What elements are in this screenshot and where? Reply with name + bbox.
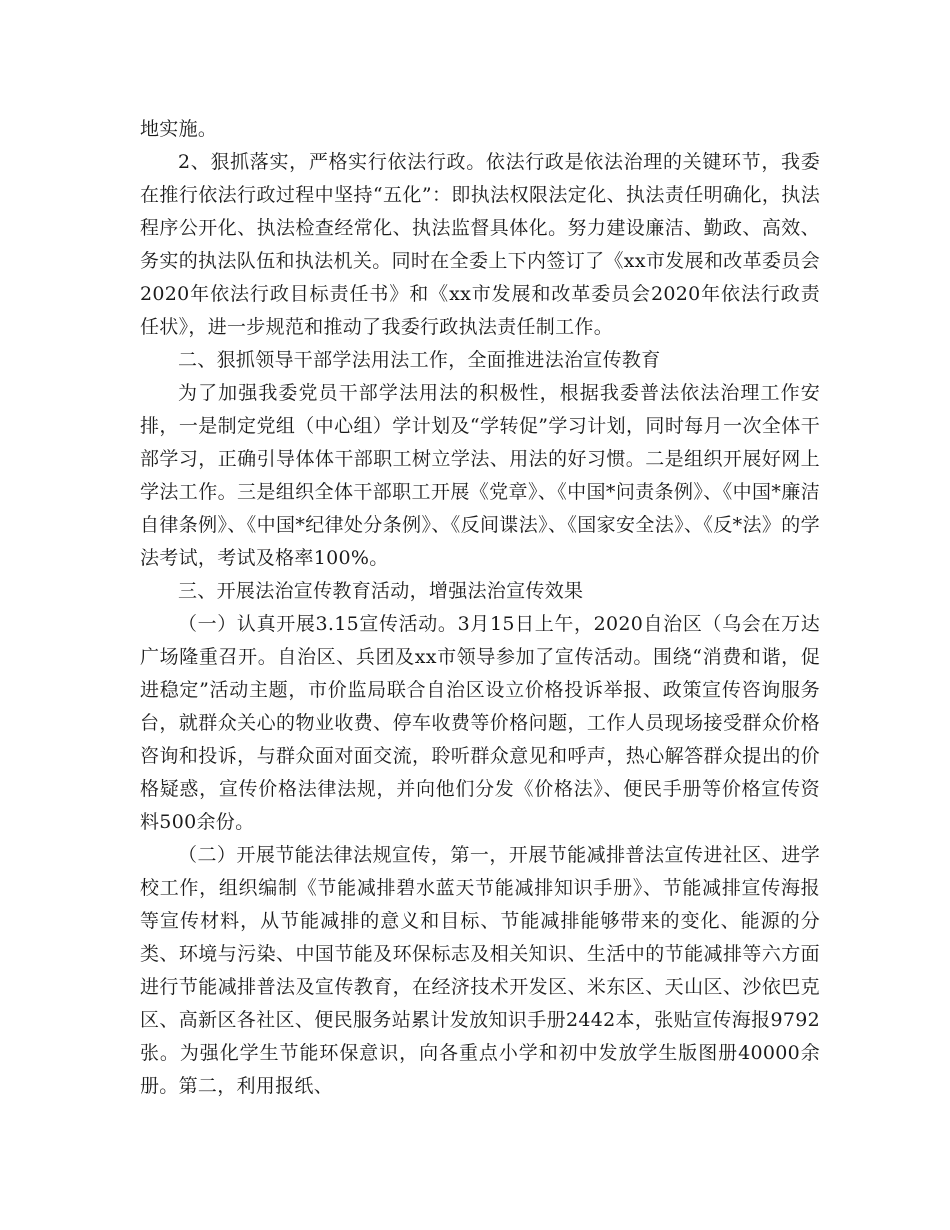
paragraph-study-law: 为了加强我委党员干部学法用法的积极性，根据我委普法依法治理工作安排，一是制定党组（中心组）学计划及“学转促”学习计划，同时每月一次全体干部学习，正确引导体体干部职工树立学法、用法的好习惯。二是组织开展好网上学法工作。三是组织全体干部职工开展《党章》、《中国*问责条例》、《中国*廉洁自律条例》、《中国*纪律处分条例》、《反间谍法》、《国家安全法》、《反*法》的学法考试，考试及格率100%。	[140, 382, 820, 569]
paragraph-law-enforcement: 2、狠抓落实，严格实行依法行政。依法行政是依法治理的关键环节，我委在推行依法行政过程中坚持“五化”：即执法权限法定化、执法责任明确化，执法程序公开化、执法检查经常化、执法监督具体化。努力建设廉洁、勤政、高效、务实的执法队伍和执法机关。同时在全委上下内签订了《xx市发展和改革委员会2020年依法行政目标责任书》和《xx市发展和改革委员会2020年依法行政责任状》，进一步规范和推动了我委行政执法责任制工作。	[140, 151, 820, 338]
section-heading-two: 二、狠抓领导干部学法用法工作，全面推进法治宣传教育	[178, 349, 661, 371]
document-body	[140, 113, 820, 1103]
paragraph-continuation: 地实施。	[140, 118, 218, 140]
paragraph-315-campaign: （一）认真开展3.15宣传活动。3月15日上午，2020自治区（乌会在万达广场隆重召开。自治区、兵团及xx市领导参加了宣传活动。围绕“消费和谐，促进稳定”活动主题，市价监局联合自治区设立价格投诉举报、政策宣传咨询服务台，就群众关心的物业收费、停车收费等价格问题，工作人员现场接受群众价格咨询和投诉，与群众面对面交流，聆听群众意见和呼声，热心解答群众提出的价格疑惑，宣传价格法律法规，并向他们分发《价格法》、便民手册等价格宣传资料500余份。	[140, 613, 820, 833]
paragraph-energy-saving: （二）开展节能法律法规宣传，第一，开展节能减排普法宣传进社区、进学校工作，组织编制《节能减排碧水蓝天节能减排知识手册》、节能减排宣传海报等宣传材料，从节能减排的意义和目标、节能减排能够带来的变化、能源的分类、环境与污染、中国节能及环保标志及相关知识、生活中的节能减排等六方面进行节能减排普法及宣传教育，在经济技术开发区、米东区、天山区、沙依巴克区、高新区各社区、便民服务站累计发放知识手册2442本，张贴宣传海报9792张。为强化学生节能环保意识，向各重点小学和初中发放学生版图册40000余册。第二，利用报纸、	[140, 844, 820, 1097]
section-heading-three: 三、开展法治宣传教育活动，增强法治宣传效果	[178, 580, 584, 602]
